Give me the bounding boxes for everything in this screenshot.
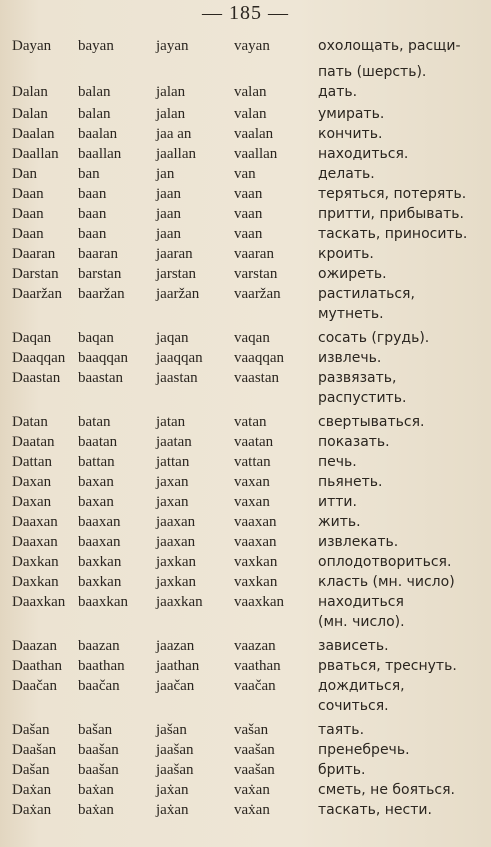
table-row	[0, 512, 491, 532]
table-row	[0, 472, 491, 492]
table-row	[0, 532, 491, 552]
form-b: bayan	[78, 38, 114, 54]
form-d: Daẋan	[12, 782, 52, 798]
table-row	[0, 452, 491, 472]
table-row	[0, 124, 491, 144]
form-b: balan	[78, 84, 111, 100]
table-row	[0, 552, 491, 572]
table-row	[0, 348, 491, 368]
table-row	[0, 204, 491, 224]
form-b: baan	[78, 206, 107, 222]
form-v: vaan	[234, 206, 263, 222]
form-j: jaaržan	[156, 286, 200, 302]
form-d: Daathan	[12, 658, 62, 674]
table-row	[0, 740, 491, 760]
table-row	[0, 284, 491, 304]
form-v: vaathan	[234, 658, 281, 674]
form-j: jaaran	[156, 246, 193, 262]
translation: сосать (грудь).	[318, 330, 430, 346]
table-row	[0, 36, 491, 56]
form-b: ban	[78, 166, 100, 182]
form-j: jan	[156, 166, 175, 182]
translation: сметь, не бояться.	[318, 782, 455, 798]
form-b: baastan	[78, 370, 123, 386]
form-j: jaaxan	[156, 514, 196, 530]
table-row	[0, 636, 491, 656]
table-row	[0, 492, 491, 512]
translation: притти, прибывать.	[318, 206, 464, 222]
translation: пренебречь.	[318, 742, 410, 758]
table-row	[0, 184, 491, 204]
translation: свертываться.	[318, 414, 425, 430]
form-d: Daaxan	[12, 534, 58, 550]
form-d: Daazan	[12, 638, 57, 654]
table-row	[0, 144, 491, 164]
form-v: vaatan	[234, 434, 274, 450]
translation: кроить.	[318, 246, 374, 262]
form-b: baan	[78, 186, 107, 202]
form-v: van	[234, 166, 256, 182]
form-d: Daatan	[12, 434, 55, 450]
form-v: vaaqqan	[234, 350, 284, 366]
translation: таскать, приносить.	[318, 226, 468, 242]
form-j: jaan	[156, 226, 181, 242]
form-d: Daaržan	[12, 286, 62, 302]
translation: дать.	[318, 84, 358, 100]
form-j: jaastan	[156, 370, 198, 386]
table-row	[0, 368, 491, 388]
form-d: Daaxkan	[12, 594, 66, 610]
table-row	[0, 780, 491, 800]
translation: пать (шерсть).	[318, 64, 427, 80]
form-v: vayan	[234, 38, 270, 54]
table-row	[0, 164, 491, 184]
form-j: jayan	[156, 38, 189, 54]
translation: сочиться.	[318, 698, 389, 714]
form-b: baašan	[78, 762, 119, 778]
form-j: jalan	[156, 106, 186, 122]
form-v: vaaxan	[234, 534, 277, 550]
form-v: vaašan	[234, 762, 275, 778]
form-d: Daẋan	[12, 802, 52, 818]
form-v: vaqan	[234, 330, 270, 346]
table-row	[0, 388, 491, 408]
translation: извлечь.	[318, 350, 382, 366]
translation: распустить.	[318, 390, 407, 406]
form-d: Dan	[12, 166, 37, 182]
form-b: baẋan	[78, 782, 114, 798]
form-b: baẋan	[78, 802, 114, 818]
form-b: baaxkan	[78, 594, 128, 610]
form-d: Daxan	[12, 494, 52, 510]
form-v: valan	[234, 84, 267, 100]
form-v: vaxan	[234, 494, 270, 510]
form-j: jaa an	[156, 126, 192, 142]
translation: жить.	[318, 514, 361, 530]
table-row	[0, 412, 491, 432]
form-d: Dašan	[12, 722, 50, 738]
form-v: varstan	[234, 266, 278, 282]
form-d: Daaran	[12, 246, 56, 262]
form-j: jatan	[156, 414, 186, 430]
form-d: Daastan	[12, 370, 61, 386]
form-j: jaxan	[156, 494, 189, 510]
form-j: jaqan	[156, 330, 189, 346]
form-v: valan	[234, 106, 267, 122]
table-row	[0, 62, 491, 82]
form-j: jattan	[156, 454, 190, 470]
form-d: Dalan	[12, 84, 48, 100]
form-b: balan	[78, 106, 111, 122]
table-row	[0, 800, 491, 820]
translation: класть (мн. число)	[318, 574, 455, 590]
form-v: vaaxan	[234, 514, 277, 530]
form-d: Datan	[12, 414, 48, 430]
form-b: baaran	[78, 246, 118, 262]
translation: ожиреть.	[318, 266, 387, 282]
form-d: Daalan	[12, 126, 55, 142]
translation: таскать, нести.	[318, 802, 432, 818]
form-d: Daaxan	[12, 514, 58, 530]
table-row	[0, 676, 491, 696]
form-b: baallan	[78, 146, 122, 162]
form-v: vaẋan	[234, 782, 270, 798]
translation: печь.	[318, 454, 357, 470]
form-b: baaqqan	[78, 350, 128, 366]
translation: охолощать, расщи-	[318, 38, 461, 54]
form-j: jaxan	[156, 474, 189, 490]
form-j: jaẋan	[156, 782, 189, 798]
form-b: baan	[78, 226, 107, 242]
table-row	[0, 104, 491, 124]
form-j: jaẋan	[156, 802, 189, 818]
form-b: baxan	[78, 474, 114, 490]
form-d: Daxan	[12, 474, 52, 490]
translation: кончить.	[318, 126, 383, 142]
form-b: baxkan	[78, 574, 122, 590]
translation: пьянеть.	[318, 474, 383, 490]
form-d: Dayan	[12, 38, 52, 54]
form-v: vaačan	[234, 678, 276, 694]
form-b: baxan	[78, 494, 114, 510]
form-d: Daašan	[12, 742, 57, 758]
form-b: baalan	[78, 126, 118, 142]
form-v: vaallan	[234, 146, 278, 162]
table-row	[0, 720, 491, 740]
form-b: bašan	[78, 722, 113, 738]
translation: показать.	[318, 434, 390, 450]
form-d: Daxkan	[12, 554, 59, 570]
translation: мутнеть.	[318, 306, 384, 322]
form-j: jaallan	[156, 146, 196, 162]
translation: находиться.	[318, 146, 409, 162]
translation: теряться, потерять.	[318, 186, 467, 202]
form-v: vaašan	[234, 742, 275, 758]
form-d: Dattan	[12, 454, 52, 470]
table-row	[0, 328, 491, 348]
form-j: jaaqqan	[156, 350, 203, 366]
translation: дождиться,	[318, 678, 405, 694]
form-b: battan	[78, 454, 115, 470]
form-b: baatan	[78, 434, 118, 450]
form-j: jaaxan	[156, 534, 196, 550]
form-j: jalan	[156, 84, 186, 100]
form-v: vatan	[234, 414, 267, 430]
form-v: vaxkan	[234, 554, 278, 570]
table-row	[0, 612, 491, 632]
translation: (мн. число).	[318, 614, 405, 630]
form-d: Daan	[12, 226, 44, 242]
table-row	[0, 224, 491, 244]
translation: итти.	[318, 494, 357, 510]
table-row	[0, 264, 491, 284]
form-v: vaan	[234, 226, 263, 242]
form-d: Daan	[12, 186, 44, 202]
form-v: vaastan	[234, 370, 279, 386]
form-j: jaan	[156, 206, 181, 222]
form-d: Daxkan	[12, 574, 59, 590]
form-d: Daaqqan	[12, 350, 66, 366]
form-b: baačan	[78, 678, 120, 694]
form-v: vaalan	[234, 126, 274, 142]
form-v: vaaržan	[234, 286, 281, 302]
form-d: Darstan	[12, 266, 59, 282]
form-v: vaẋan	[234, 802, 270, 818]
translation: умирать.	[318, 106, 385, 122]
form-j: jaačan	[156, 678, 195, 694]
form-j: jaxkan	[156, 554, 196, 570]
form-v: vaazan	[234, 638, 276, 654]
table-row	[0, 572, 491, 592]
form-b: baašan	[78, 742, 119, 758]
form-d: Daačan	[12, 678, 57, 694]
form-d: Daqan	[12, 330, 52, 346]
form-b: baathan	[78, 658, 125, 674]
form-b: baxkan	[78, 554, 122, 570]
page-number: — 185 —	[202, 2, 289, 24]
form-j: jašan	[156, 722, 187, 738]
table-row	[0, 432, 491, 452]
form-d: Daan	[12, 206, 44, 222]
form-j: jaan	[156, 186, 181, 202]
translation: извлекать.	[318, 534, 399, 550]
form-b: baqan	[78, 330, 114, 346]
translation: растилаться,	[318, 286, 415, 302]
form-d: Dalan	[12, 106, 48, 122]
form-j: jaašan	[156, 742, 194, 758]
form-b: baazan	[78, 638, 120, 654]
table-row	[0, 304, 491, 324]
form-j: jaašan	[156, 762, 194, 778]
form-j: jaazan	[156, 638, 195, 654]
translation: находиться	[318, 594, 404, 610]
form-b: baaržan	[78, 286, 125, 302]
table-row	[0, 244, 491, 264]
form-d: Daallan	[12, 146, 59, 162]
form-v: vattan	[234, 454, 271, 470]
table-row	[0, 592, 491, 612]
form-j: jarstan	[156, 266, 196, 282]
form-v: vašan	[234, 722, 269, 738]
table-row	[0, 656, 491, 676]
translation: зависеть.	[318, 638, 389, 654]
translation: делать.	[318, 166, 375, 182]
form-j: jaaxkan	[156, 594, 203, 610]
form-j: jaatan	[156, 434, 192, 450]
form-b: barstan	[78, 266, 122, 282]
form-d: Dašan	[12, 762, 50, 778]
translation: развязать,	[318, 370, 397, 386]
form-j: jaxkan	[156, 574, 196, 590]
form-b: baaxan	[78, 514, 121, 530]
form-b: batan	[78, 414, 111, 430]
table-row	[0, 696, 491, 716]
translation: таять.	[318, 722, 365, 738]
form-v: vaxan	[234, 474, 270, 490]
translation: рваться, треснуть.	[318, 658, 457, 674]
form-v: vaxkan	[234, 574, 278, 590]
form-v: vaaran	[234, 246, 274, 262]
form-j: jaathan	[156, 658, 200, 674]
form-v: vaaxkan	[234, 594, 284, 610]
translation: брить.	[318, 762, 366, 778]
table-row	[0, 760, 491, 780]
translation: оплодотвориться.	[318, 554, 452, 570]
table-row	[0, 82, 491, 102]
form-b: baaxan	[78, 534, 121, 550]
form-v: vaan	[234, 186, 263, 202]
